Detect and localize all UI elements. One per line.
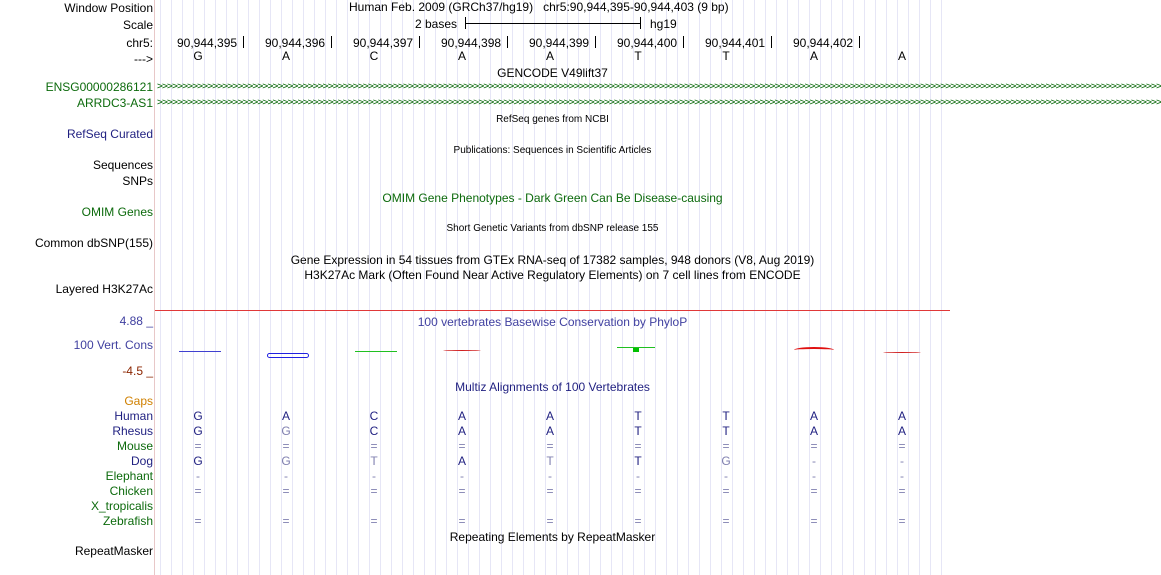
alignment-base: T: [546, 454, 554, 468]
label-gaps[interactable]: Gaps: [124, 394, 153, 408]
alignment-base: =: [634, 439, 642, 453]
alignment-base: -: [724, 469, 728, 483]
label-window-position[interactable]: Window Position: [64, 1, 153, 15]
alignment-base: -: [548, 469, 552, 483]
alignment-base: G: [193, 454, 203, 468]
label-chrom[interactable]: chr5:: [126, 36, 153, 50]
label-repeatmasker[interactable]: RepeatMasker: [74, 544, 153, 558]
ruler-tick: [507, 36, 508, 48]
alignment-base: A: [809, 424, 818, 438]
ruler-tick: [595, 36, 596, 48]
region-position: chr5:90,944,395-90,944,403 (9 bp): [543, 0, 729, 14]
alignment-base: =: [194, 484, 202, 498]
alignment-base: =: [722, 484, 730, 498]
label-divider[interactable]: [154, 0, 155, 575]
alignment-base: A: [457, 454, 466, 468]
alignment-base: =: [194, 439, 202, 453]
reference-base: T: [722, 49, 730, 63]
ruler-position: 90,944,395: [177, 36, 238, 50]
ruler-tick: [243, 36, 244, 48]
alignment-base: A: [809, 409, 818, 423]
track-title-refseq[interactable]: RefSeq genes from NCBI: [496, 114, 609, 125]
scale-db: hg19: [650, 17, 677, 31]
alignment-base: =: [282, 514, 290, 528]
alignment-base: T: [634, 424, 642, 438]
alignment-base: =: [546, 439, 554, 453]
species-label-zebrafish[interactable]: Zebrafish: [102, 514, 153, 528]
label-strand[interactable]: --->: [134, 52, 153, 66]
reference-base: A: [545, 49, 554, 63]
assembly-name: Human Feb. 2009 (GRCh37/hg19): [349, 0, 534, 14]
label-scale[interactable]: Scale: [122, 18, 153, 32]
gene-track-arrdc3-as1[interactable]: >>>>>>>>>>>>>>>>>>>>>>>>>>>>>>>>>>>>>>>>>>>>>>>>>>>>>>>>>>>>>>>>>>>>>>>>>>>>>>>>>>>>>>>>>>>>>>>>>>>>>>>>>>>>>>>>>>>>>>>>>>>>>>>>>>>>>>>>>>>>>>>>>>>>>>>>>>>>>>>>>>>>>>>>>>>>>>>>>>>>>>>>>>>>>>>>>>>>>>>>: [157, 97, 1161, 108]
track-title-omim[interactable]: OMIM Gene Phenotypes - Dark Green Can Be Disease-causing: [382, 191, 723, 205]
cons-mark-9: [883, 352, 921, 354]
alignment-base: C: [369, 424, 379, 438]
track-title-repeatmasker[interactable]: Repeating Elements by RepeatMasker: [449, 530, 656, 544]
label-common-dbsnp[interactable]: Common dbSNP(155): [34, 236, 153, 250]
track-title-h3k27ac[interactable]: H3K27Ac Mark (Often Found Near Active Regulatory Elements) on 7 cell lines from ENCODE: [304, 268, 801, 282]
alignment-base: =: [898, 514, 906, 528]
reference-base: A: [809, 49, 818, 63]
alignment-base: T: [634, 409, 642, 423]
alignment-base: G: [281, 454, 291, 468]
alignment-base: G: [193, 409, 203, 423]
track-title-publications[interactable]: Publications: Sequences in Scientific Articles: [453, 145, 652, 156]
track-title-multiz[interactable]: Multiz Alignments of 100 Vertebrates: [455, 380, 650, 394]
label-sequences[interactable]: Sequences: [92, 158, 153, 172]
alignment-base: -: [636, 469, 640, 483]
ruler-tick: [419, 36, 420, 48]
alignment-base: G: [193, 424, 203, 438]
ruler-tick: [859, 36, 860, 48]
alignment-base: =: [810, 439, 818, 453]
alignment-base: T: [722, 409, 730, 423]
alignment-base: =: [722, 439, 730, 453]
cons-mark-8: [794, 347, 834, 353]
species-label-rhesus[interactable]: Rhesus: [112, 424, 153, 438]
label-layered-h3k27ac[interactable]: Layered H3K27Ac: [55, 282, 153, 296]
alignment-base: =: [546, 514, 554, 528]
track-title-gtex[interactable]: Gene Expression in 54 tissues from GTEx RNA-seq of 17382 samples, 948 donors (V8, Aug 2019): [290, 253, 815, 267]
label-cons-max: 4.88 _: [119, 314, 153, 328]
label-gene-arrdc3-as1[interactable]: ARRDC3-AS1: [76, 96, 153, 110]
alignment-base: =: [898, 439, 906, 453]
alignment-base: =: [898, 484, 906, 498]
label-refseq-curated[interactable]: RefSeq Curated: [66, 127, 153, 141]
assembly-title: [349, 0, 729, 14]
alignment-base: =: [546, 484, 554, 498]
alignment-base: A: [545, 424, 554, 438]
label-100-vert-cons[interactable]: 100 Vert. Cons: [73, 338, 153, 352]
scale-text: 2 bases: [415, 17, 458, 31]
ruler-position: 90,944,402: [793, 36, 854, 50]
alignment-base: =: [634, 514, 642, 528]
species-label-elephant[interactable]: Elephant: [105, 469, 153, 483]
cons-mark-4: [443, 350, 481, 352]
alignment-base: A: [897, 424, 906, 438]
alignment-base: =: [810, 514, 818, 528]
reference-base: A: [457, 49, 466, 63]
ruler-position: 90,944,399: [529, 36, 590, 50]
cons-mark-3: [355, 351, 397, 352]
reference-base: C: [369, 49, 379, 63]
label-cons-min: -4.5 _: [122, 364, 153, 378]
alignment-base: =: [634, 484, 642, 498]
alignment-base: =: [458, 484, 466, 498]
alignment-base: T: [634, 454, 642, 468]
species-label-dog[interactable]: Dog: [130, 454, 153, 468]
scale-bar-line: [465, 23, 641, 24]
alignment-base: -: [900, 454, 904, 468]
species-label-mouse[interactable]: Mouse: [116, 439, 153, 453]
alignment-base: -: [812, 454, 816, 468]
alignment-base: A: [457, 409, 466, 423]
reference-base: A: [281, 49, 290, 63]
ruler-position: 90,944,398: [441, 36, 502, 50]
alignment-base: -: [196, 469, 200, 483]
ruler-tick: [683, 36, 684, 48]
track-title-gencode[interactable]: GENCODE V49lift37: [497, 66, 608, 80]
gene-track-ensg00000286121[interactable]: >>>>>>>>>>>>>>>>>>>>>>>>>>>>>>>>>>>>>>>>>>>>>>>>>>>>>>>>>>>>>>>>>>>>>>>>>>>>>>>>>>>>>>>>>>>>>>>>>>>>>>>>>>>>>>>>>>>>>>>>>>>>>>>>>>>>>>>>>>>>>>>>>>>>>>>>>>>>>>>>>>>>>>>>>>>>>>>>>>>>>>>>>>>>>>>>>>>>>>>>: [157, 81, 1161, 92]
alignment-base: =: [194, 514, 202, 528]
ruler-position: 90,944,396: [265, 36, 326, 50]
label-snps[interactable]: SNPs: [122, 174, 153, 188]
reference-base: G: [193, 49, 203, 63]
track-title-dbsnp[interactable]: Short Genetic Variants from dbSNP release 155: [446, 223, 659, 234]
alignment-base: -: [284, 469, 288, 483]
cons-mark-1: [179, 351, 221, 352]
alignment-base: A: [545, 409, 554, 423]
species-label-chicken[interactable]: Chicken: [109, 484, 153, 498]
ruler-tick: [771, 36, 772, 48]
alignment-base: G: [721, 454, 731, 468]
track-separator: [155, 310, 950, 311]
cons-mark-2: [267, 353, 309, 358]
alignment-base: =: [370, 514, 378, 528]
alignment-base: -: [900, 469, 904, 483]
species-label-human[interactable]: Human: [114, 409, 153, 423]
alignment-base: =: [370, 439, 378, 453]
alignment-base: =: [722, 514, 730, 528]
alignment-base: =: [458, 514, 466, 528]
alignment-base: =: [282, 484, 290, 498]
reference-base: T: [634, 49, 642, 63]
label-omim-genes[interactable]: OMIM Genes: [81, 205, 153, 219]
alignment-base: -: [812, 469, 816, 483]
ruler-tick: [331, 36, 332, 48]
alignment-base: =: [282, 439, 290, 453]
alignment-base: -: [372, 469, 376, 483]
alignment-base: C: [369, 409, 379, 423]
alignment-base: =: [458, 439, 466, 453]
scale-bar-right-end: [640, 17, 641, 29]
ruler-position: 90,944,397: [353, 36, 414, 50]
reference-base: A: [897, 49, 906, 63]
alignment-base: T: [370, 454, 378, 468]
alignment-base: =: [810, 484, 818, 498]
alignment-base: A: [281, 409, 290, 423]
cons-mark-6-peak: [633, 348, 639, 352]
ruler-position: 90,944,400: [617, 36, 678, 50]
alignment-base: A: [457, 424, 466, 438]
alignment-base: -: [460, 469, 464, 483]
alignment-base: T: [722, 424, 730, 438]
ruler-position: 90,944,401: [705, 36, 766, 50]
track-title-phylop[interactable]: 100 vertebrates Basewise Conservation by PhyloP: [417, 315, 688, 329]
label-gene-ensg[interactable]: ENSG00000286121: [45, 80, 153, 94]
species-label-x-tropicalis[interactable]: X_tropicalis: [90, 499, 153, 513]
alignment-base: A: [897, 409, 906, 423]
alignment-base: =: [370, 484, 378, 498]
alignment-base: G: [281, 424, 291, 438]
